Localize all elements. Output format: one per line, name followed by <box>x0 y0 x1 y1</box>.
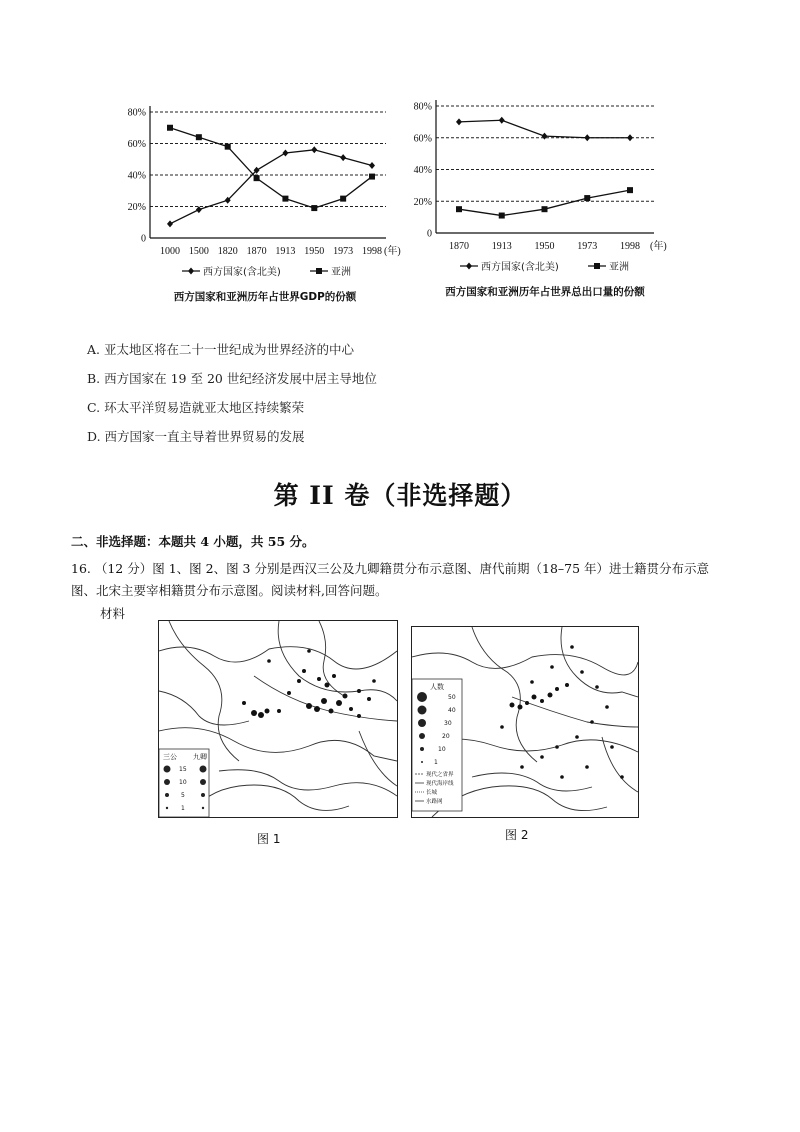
map-2-label: 图 2 <box>505 828 529 842</box>
section-title: 第 II 卷（非选择题） <box>273 481 527 510</box>
data-point-diamond <box>369 162 375 169</box>
map-1-legend-scale-3: 5 <box>181 792 185 799</box>
x-tick-label: 1998 <box>620 241 640 252</box>
data-point-diamond <box>311 146 317 153</box>
map-1-drawing <box>159 621 397 817</box>
data-point-diamond <box>282 149 288 156</box>
x-tick-label: 1870 <box>246 246 267 257</box>
data-point-square <box>311 205 317 211</box>
map-2-legend-title: 人数 <box>430 683 444 691</box>
y-tick-label: 0 <box>427 228 432 240</box>
map-figure-2 <box>411 626 639 818</box>
gdp-share-chart-svg <box>110 100 410 312</box>
data-point-square <box>369 174 375 180</box>
export-share-chart-svg <box>400 96 690 312</box>
map-2-legend-20: 20 <box>442 733 450 740</box>
data-point-square <box>340 196 346 202</box>
x-tick-label: 1950 <box>534 241 555 252</box>
map-2-drawing <box>412 627 638 817</box>
x-tick-label: 1870 <box>449 241 469 252</box>
y-tick-label: 20% <box>127 202 146 213</box>
map-2-legend-40: 40 <box>448 707 456 714</box>
option-c: C. 环太平洋贸易造就亚太地区持续繁荣 <box>87 400 305 415</box>
map-2-legend-10: 10 <box>438 746 446 753</box>
y-tick-label: 40% <box>413 165 432 176</box>
map-1-label: 图 1 <box>257 832 281 846</box>
data-point-diamond <box>196 206 202 213</box>
map-2-legend-line-1: 现代之省界 <box>426 772 454 778</box>
x-tick-label: 1973 <box>577 241 598 252</box>
data-point-diamond <box>456 118 462 125</box>
legend-label-1: 西方国家(含北美) <box>203 267 281 278</box>
question-16: 16. （12 分）图 1、图 2、图 3 分别是西汉三公及九卿籍贯分布示意图、唐代前期（18–75 年）进士籍贯分布示意图、北宋主要宰相籍贯分布示意图。阅读材料,回答问题。 <box>71 561 710 598</box>
map-figure-1 <box>158 620 398 818</box>
data-point-diamond <box>542 133 548 140</box>
x-tick-label: 1913 <box>275 246 296 257</box>
data-point-square <box>225 144 231 150</box>
material-label: 材料 <box>100 606 126 621</box>
y-tick-label: 80% <box>127 107 146 119</box>
legend-label-2: 亚洲 <box>609 262 629 273</box>
data-point-square <box>254 175 260 181</box>
map-2-legend-line-3: 长城 <box>426 790 438 796</box>
legend-label-1: 西方国家(含北美) <box>481 262 559 273</box>
chart-caption: 西方国家和亚洲历年占世界总出口量的份额 <box>445 286 645 298</box>
map-1-legend-scale-4: 1 <box>181 805 185 812</box>
legend-marker-diamond <box>466 263 472 270</box>
x-tick-label: 1000 <box>160 246 180 257</box>
data-point-diamond <box>499 117 505 124</box>
legend-label-2: 亚洲 <box>331 267 351 278</box>
data-point-square <box>456 206 462 212</box>
data-point-diamond <box>627 134 633 141</box>
data-point-square <box>542 206 548 212</box>
legend-marker-square <box>316 268 322 274</box>
x-axis-unit: (年) <box>384 246 401 257</box>
section-subhead: 二、非选择题：本题共 4 小题，共 55 分。 <box>71 534 315 549</box>
map-1-legend-left: 三公 <box>163 753 177 761</box>
data-point-diamond <box>167 220 173 227</box>
data-point-square <box>584 195 590 201</box>
data-point-square <box>627 187 633 193</box>
data-point-square <box>167 125 173 131</box>
y-tick-label: 60% <box>413 133 432 145</box>
data-point-square <box>282 196 288 202</box>
data-point-diamond <box>584 134 590 141</box>
map-1-legend-scale-2: 10 <box>179 779 187 786</box>
y-tick-label: 0 <box>141 233 146 245</box>
chart-caption: 西方国家和亚洲历年占世界GDP的份额 <box>173 291 357 303</box>
map-2-legend-50: 50 <box>448 694 456 701</box>
data-point-square <box>499 213 505 219</box>
legend-marker-square <box>594 263 600 269</box>
map-2-legend-line-4: 水路网 <box>426 799 443 805</box>
y-tick-label: 80% <box>413 101 432 113</box>
map-2-legend-1: 1 <box>434 759 438 766</box>
x-tick-label: 1820 <box>217 246 238 257</box>
x-axis-unit: (年) <box>650 241 667 252</box>
map-2-legend-line-2: 现代海岸线 <box>426 781 454 787</box>
option-d: D. 西方国家一直主导着世界贸易的发展 <box>87 429 305 444</box>
series-line-1 <box>170 150 372 224</box>
legend-marker-diamond <box>188 268 194 275</box>
gdp-share-chart <box>110 100 410 312</box>
x-tick-label: 1950 <box>304 246 325 257</box>
x-tick-label: 1973 <box>333 246 354 257</box>
map-1-dots <box>242 649 376 718</box>
x-tick-label: 1500 <box>188 246 209 257</box>
map-1-legend-right: 九卿 <box>193 753 207 761</box>
data-point-square <box>196 134 202 140</box>
x-tick-label: 1913 <box>491 241 512 252</box>
option-a: A. 亚太地区将在二十一世纪成为世界经济的中心 <box>87 342 354 357</box>
option-b: B. 西方国家在 19 至 20 世纪经济发展中居主导地位 <box>87 371 377 386</box>
map-2-legend-30: 30 <box>444 720 452 727</box>
map-1-legend-scale-1: 15 <box>179 766 187 773</box>
y-tick-label: 20% <box>413 196 432 208</box>
export-share-chart <box>400 96 690 312</box>
y-tick-label: 60% <box>127 139 146 150</box>
y-tick-label: 40% <box>127 170 146 182</box>
x-tick-label: 1998 <box>362 246 382 257</box>
data-point-diamond <box>340 154 346 161</box>
